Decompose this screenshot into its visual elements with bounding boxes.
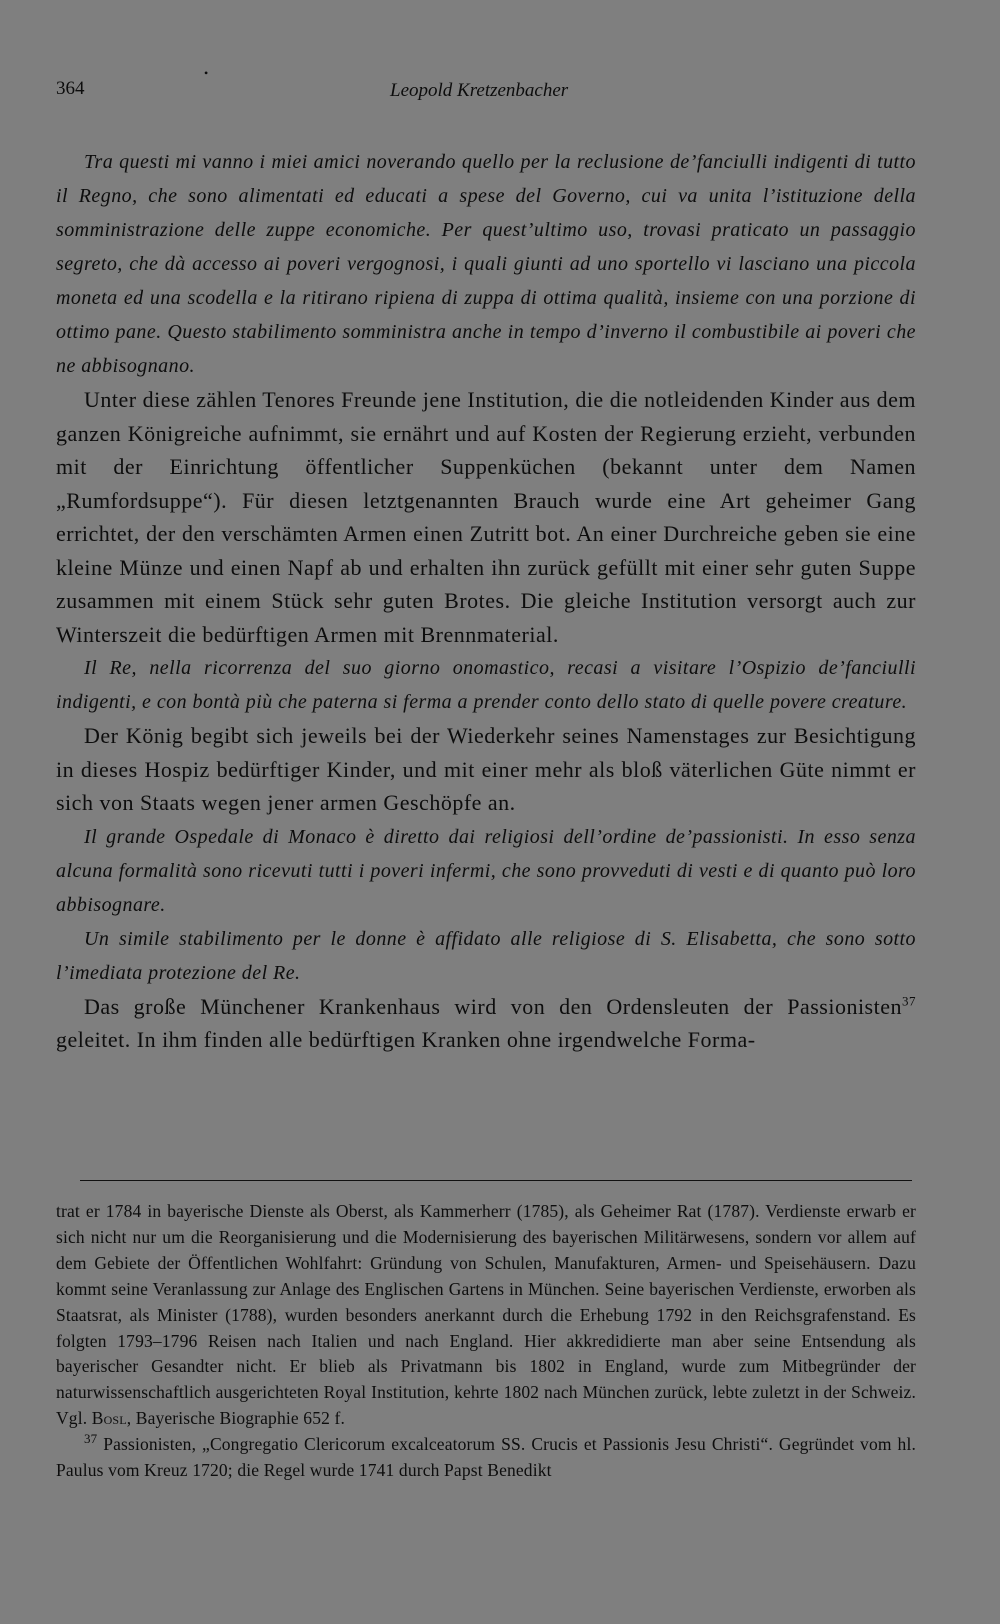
footnote-text: trat er 1784 in bayerische Dienste als Oberst, als Kammerherr (1785), als Geheimer Rat (1787). Verdienste erwarb er sich nicht nur um die Reorganisierung und die Modernisierung des bayerischen Militärwesens, sondern vor allem auf dem Gebiete der Öffentlichen Wohlfahrt: Gründung von Schulen, Manufakturen, Armen- und Speisehäusern. Dazu kommt seine Veranlassung zur Anlage des Englischen Gartens in München. Seine bayerischen Verdienste, erworben als Staatsrat, als Minister (1788), wurden besonders anerkannt durch die Erhebung 1792 in den Reichsgrafenstand. Es folgten 1793–1796 Reisen nach Italien und nach England. Hier akkredidierte man aber seine Entsendung als bayerischer Gesandter nicht. Er blieb als Privatmann bis 1802 in England, wurde zum Mitbegründer der naturwissenschaftlich ausgerichteten Royal Institution, kehrte 1802 nach München zurück, lebte zuletzt in der Schweiz. Vgl. xyxy=(56,1201,916,1429)
german-paragraph-1: Unter diese zählen Tenores Freunde jene Institution, die die notleidenden Kinder aus dem ganzen Königreiche aufnimmt, sie ernährt und auf Kosten der Regierung erzieht, verbunden mit der Einrichtung öffentlicher Suppenküchen (bekannt unter dem Namen „Rumfordsuppe“). Für diesen letztgenannten Brauch wurde eine Art geheimer Gang errichtet, der den verschämten Armen einen Zutritt bot. An einer Durchreiche geben sie eine kleine Münze und einen Napf ab und erhalten ihn zurück gefüllt mit einer sehr guten Suppe zusammen mit einem Stück sehr guten Brotes. Die gleiche Institution versorgt auch zur Winterszeit die bedürftigen Armen mit Brennmaterial. xyxy=(56,387,916,647)
german-paragraph-2: Der König begibt sich jeweils bei der Wiederkehr seines Namenstages zur Besichtigung in dieses Hospiz bedürftiger Kinder, und mit einer mehr als bloß väterlichen Güte nimmt er sich von Staats wegen jener armen Geschöpfe an. xyxy=(56,723,916,815)
footnote-number: 37 xyxy=(84,1431,98,1447)
paragraph-text: Das große Münchener Krankenhaus wird von den Ordensleuten der Passionisten xyxy=(84,993,902,1019)
page-number: 364 xyxy=(56,78,85,99)
italian-quote-4: Un simile stabilimento per le donne è affidato alle religiose di S. Elisabetta, che sono sotto l’imediata protezione del Re. xyxy=(56,927,916,984)
footnote-separator xyxy=(80,1180,912,1181)
ink-speck: • xyxy=(204,66,209,80)
main-text xyxy=(56,145,916,1057)
footnotes xyxy=(56,1199,916,1484)
footnote-37 xyxy=(56,1432,916,1484)
running-head: Leopold Kretzenbacher xyxy=(390,80,569,101)
page-header xyxy=(56,66,916,108)
italian-quote-3: Il grande Ospedale di Monaco è diretto dai religiosi dell’ordine de’passionisti. In esso senza alcuna formalità sono ricevuti tutti i poveri infermi, che sono provveduti di vesti e di quanto può loro abbisognare. xyxy=(56,825,916,916)
german-paragraph-3 xyxy=(56,990,916,1057)
footnote-author: Bosl xyxy=(91,1408,127,1429)
paragraph-text: geleitet. In ihm finden alle bedürftigen Kranken ohne irgendwelche Forma- xyxy=(56,1027,756,1052)
footnote-text: , Bayerische Biographie 652 f. xyxy=(126,1408,346,1429)
italian-quote-1: Tra questi mi vanno i miei amici noverando quello per la reclusione de’fanciulli indigenti di tutto il Regno, che sono alimentati ed educati a spese del Governo, cui va unita l’istituzione della somministrazione delle zuppe economiche. Per quest’ultimo uso, trovasi praticato un passaggio segreto, che dà accesso ai poveri vergognosi, i quali giunti ad uno sportello vi lasciano una piccola moneta ed una scodella e la ritirano ripiena di zuppa di ottima qualità, insieme con una porzione di ottimo pane. Questo stabilimento somministra anche in tempo d’inverno il combustibile ai poveri che ne abbisognano. xyxy=(56,151,916,377)
footnote-ref-37: 37 xyxy=(902,993,916,1009)
footnote-text: Passionisten, „Congregatio Clericorum excalceatorum SS. Crucis et Passionis Jesu Christi“. Gegründet vom hl. Paulus vom Kreuz 1720; die Regel wurde 1741 durch Papst Benedikt xyxy=(56,1434,916,1481)
footnote-continuation xyxy=(56,1199,916,1432)
italian-quote-2: Il Re, nella ricorrenza del suo giorno onomastico, recasi a visitare l’Ospizio de’fanciulli indigenti, e con bontà più che paterna si ferma a prender conto dello stato di quelle povere creature. xyxy=(56,657,916,713)
